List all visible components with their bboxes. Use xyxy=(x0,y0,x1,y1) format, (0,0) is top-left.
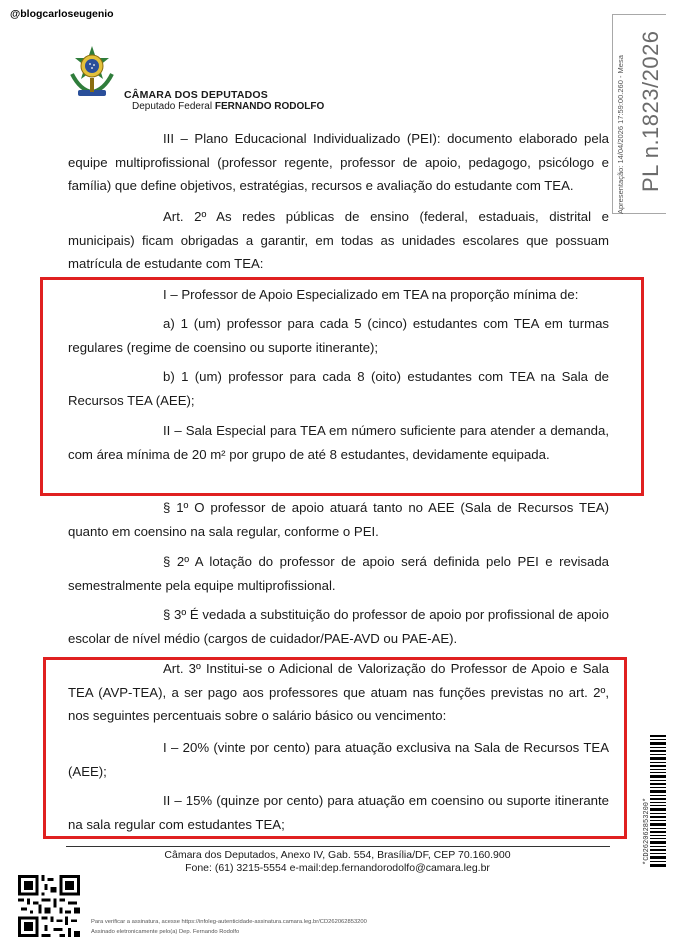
deputy-line xyxy=(132,101,324,112)
chamber-name: CÂMARA DOS DEPUTADOS xyxy=(124,89,269,101)
footer-divider xyxy=(66,846,610,847)
deputy-name: FERNANDO RODOLFO xyxy=(214,101,325,112)
paragraph-art-3: Art. 3º Institui-se o Adicional de Valorização do Professor de Apoio e Sala TEA (AVP-TEA), a ser pago aos professores que atuam nas funções previstas no art. 2º, nos seguintes percentuais sobre o salário básico ou vencimento: xyxy=(68,661,609,723)
paragraph-art-3-item-ii: II – 15% (quinze por cento) para atuação em coensino ou suporte itinerante na sala regular com estudantes TEA; xyxy=(68,793,609,832)
paragraph-item-i: I – Professor de Apoio Especializado em TEA na proporção mínima de: xyxy=(163,287,579,302)
brazil-coat-of-arms-icon xyxy=(66,44,118,100)
signature-verify-link[interactable]: Para verificar a assinatura, acesse https://infoleg-autenticidade-assinatura.camara.leg.br/CD262062853200 xyxy=(91,919,367,925)
qr-code-icon xyxy=(18,875,80,937)
blog-watermark: @blogcarloseugenio xyxy=(10,8,114,20)
paragraph-par-1: § 1º O professor de apoio atuará tanto no AEE (Sala de Recursos TEA) quanto em coensino na sala regular, conforme o PEI. xyxy=(68,500,609,539)
paragraph-iii-pei: III – Plano Educacional Individualizado (PEI): documento elaborado pela equipe multiprofissional (professor regente, professor de apoio, pedagogo, psicólogo e família) que define objetivos, estratégias, recursos e avaliação do estudante com TEA. xyxy=(68,131,609,193)
paragraph-par-2: § 2º A lotação do professor de apoio será definida pelo PEI e revisada semestralmente pela equipe multiprofissional. xyxy=(68,554,609,593)
paragraph-par-3: § 3º É vedada a substituição do professor de apoio por profissional de apoio escolar de nível médio (cargos de cuidador/PAE-AVD ou PAE-AE). xyxy=(68,607,609,646)
paragraph-art-2: Art. 2º As redes públicas de ensino (federal, estaduais, distrital e municipais) ficam obrigadas a garantir, em todas as unidades escolares que possuam matrícula de estudante com TEA: xyxy=(68,209,609,271)
signature-signed-by: Assinado eletronicamente pelo(a) Dep. Fernando Rodolfo xyxy=(91,929,240,935)
paragraph-item-a: a) 1 (um) professor para cada 5 (cinco) estudantes com TEA em turmas regulares (regime de coensino ou suporte itinerante); xyxy=(68,316,609,355)
barcode-number: *CD262062853200* xyxy=(643,797,651,865)
paragraph-item-ii: II – Sala Especial para TEA em número suficiente para atender a demanda, com área mínima de 20 m² por grupo de até 8 estudantes, devidamente equipada. xyxy=(68,423,609,462)
paragraph-art-3-item-i: I – 20% (vinte por cento) para atuação exclusiva na Sala de Recursos TEA (AEE); xyxy=(68,740,609,779)
deputy-prefix: Deputado Federal xyxy=(132,101,213,112)
footer-contact: Fone: (61) 3215-5554 e-mail:dep.fernandorodolfo@camara.leg.br xyxy=(185,862,490,874)
bill-number: PL n.1823/2026 xyxy=(638,30,663,192)
paragraph-item-b: b) 1 (um) professor para cada 8 (oito) estudantes com TEA na Sala de Recursos TEA (AEE); xyxy=(68,369,609,408)
footer-address: Câmara dos Deputados, Anexo IV, Gab. 554, Brasília/DF, CEP 70.160.900 xyxy=(164,849,511,861)
barcode-icon xyxy=(650,735,666,867)
stamp-date: Apresentação: 14/04/2026 17:59:00.260 - Mesa xyxy=(616,55,625,214)
